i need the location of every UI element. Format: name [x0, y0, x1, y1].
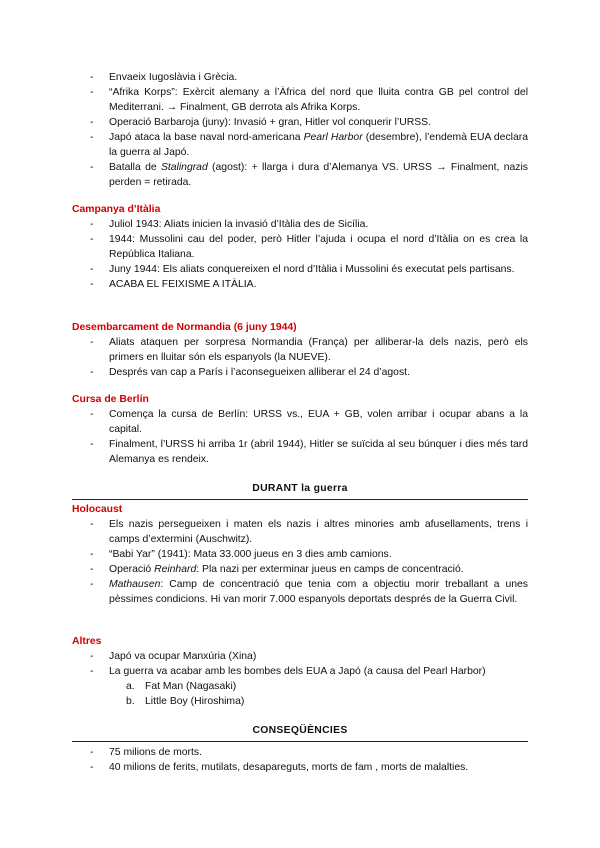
intro-list: [72, 70, 528, 190]
list-item: - Després van cap a París i l’aconsegueixen alliberar el 24 d’agost.: [90, 367, 410, 378]
divider: [72, 499, 528, 500]
list-item: - Aliats ataquen per sorpresa Normandia (França) per alliberar-la dels nazis, però els primers en lluitar són els espanyols (la NUEVE).: [90, 337, 528, 363]
list-item: - ACABA EL FEIXISME A ITÀLIA.: [90, 279, 257, 290]
section-altres: [72, 634, 528, 709]
list-item: - “Afrika Korps”: Exèrcit alemany a l’Àfrica del nord que lluita contra GB pel control del Mediterrani. → Finalment, GB derrota als Afrika Korps.: [90, 87, 528, 113]
section-heading: Campanya d’Itàlia: [72, 204, 161, 215]
sub-list-item: a. Fat Man (Nagasaki): [126, 681, 237, 692]
list-item: - Finalment, l’URSS hi arriba 1r (abril 1944), Hitler se suïcida al seu búnquer i dies més tard Alemanya es rendeix.: [90, 439, 528, 465]
section-title-durant: DURANT la guerra: [252, 483, 348, 494]
list-item: - Japó va ocupar Manxúria (Xina): [90, 651, 257, 662]
section-heading: Cursa de Berlín: [72, 394, 149, 405]
section-heading: Desembarcament de Normandia (6 juny 1944): [72, 322, 297, 333]
section-normandia: [72, 320, 528, 380]
list-item: - Operació Reinhard: Pla nazi per exterminar jueus en camps de concentració.: [90, 564, 464, 575]
section-italia: [72, 202, 528, 292]
list-item: - Els nazis persegueixen i maten els nazis i altres minories amb afusellaments, trens i camps d’extermini (Auschwitz).: [90, 519, 528, 545]
section-holocaust: [72, 502, 528, 607]
list-item: - “Babi Yar” (1941): Mata 33.000 jueus en 3 dies amb camions.: [90, 549, 392, 560]
list-item: - La guerra va acabar amb les bombes dels EUA a Japó (a causa del Pearl Harbor): [90, 666, 486, 677]
list-item: - Comença la cursa de Berlín: URSS vs., EUA + GB, volen arribar i ocupar abans a la capital.: [90, 409, 528, 435]
section-heading: Holocaust: [72, 504, 123, 515]
section-consequencies: [72, 745, 528, 775]
section-berlin: [72, 392, 528, 467]
section-title-consequencies: CONSEQÜÈNCIES: [252, 725, 348, 736]
list-item: - 1944: Mussolini cau del poder, però Hitler l’ajuda i ocupa el nord d’Itàlia on es crea la República Italiana.: [90, 234, 528, 260]
list-item: - Japó ataca la base naval nord-americana Pearl Harbor (desembre), l’endemà EUA declara la guerra al Japó.: [90, 132, 528, 158]
section-heading: Altres: [72, 636, 102, 647]
sub-list-item: b. Little Boy (Hiroshima): [126, 696, 245, 707]
list-item: - Batalla de Stalingrad (agost): + llarga i dura d’Alemanya VS. URSS → Finalment, nazis perden = retirada.: [90, 162, 528, 188]
list-item: - Juny 1944: Els aliats conquereixen el nord d’Itàlia i Mussolini és executat pels partisans.: [90, 264, 515, 275]
divider: [72, 741, 528, 742]
list-item: - Mathausen: Camp de concentració que tenia com a objectiu morir treballant a unes pèssimes condicions. Hi van morir 7.000 espanyols deportats després de la Guerra Civil.: [90, 579, 528, 605]
list-item: - Operació Barbaroja (juny): Invasió + gran, Hitler vol conquerir l’URSS.: [90, 117, 431, 128]
list-item: - 40 milions de ferits, mutilats, desapareguts, morts de fam , morts de malalties.: [90, 762, 469, 773]
list-item: - 75 milions de morts.: [90, 747, 202, 758]
list-item: - Juliol 1943: Aliats inicien la invasió d’Itàlia des de Sicília.: [90, 219, 369, 230]
list-item: - Envaeix Iugoslàvia i Grècia.: [90, 72, 238, 83]
